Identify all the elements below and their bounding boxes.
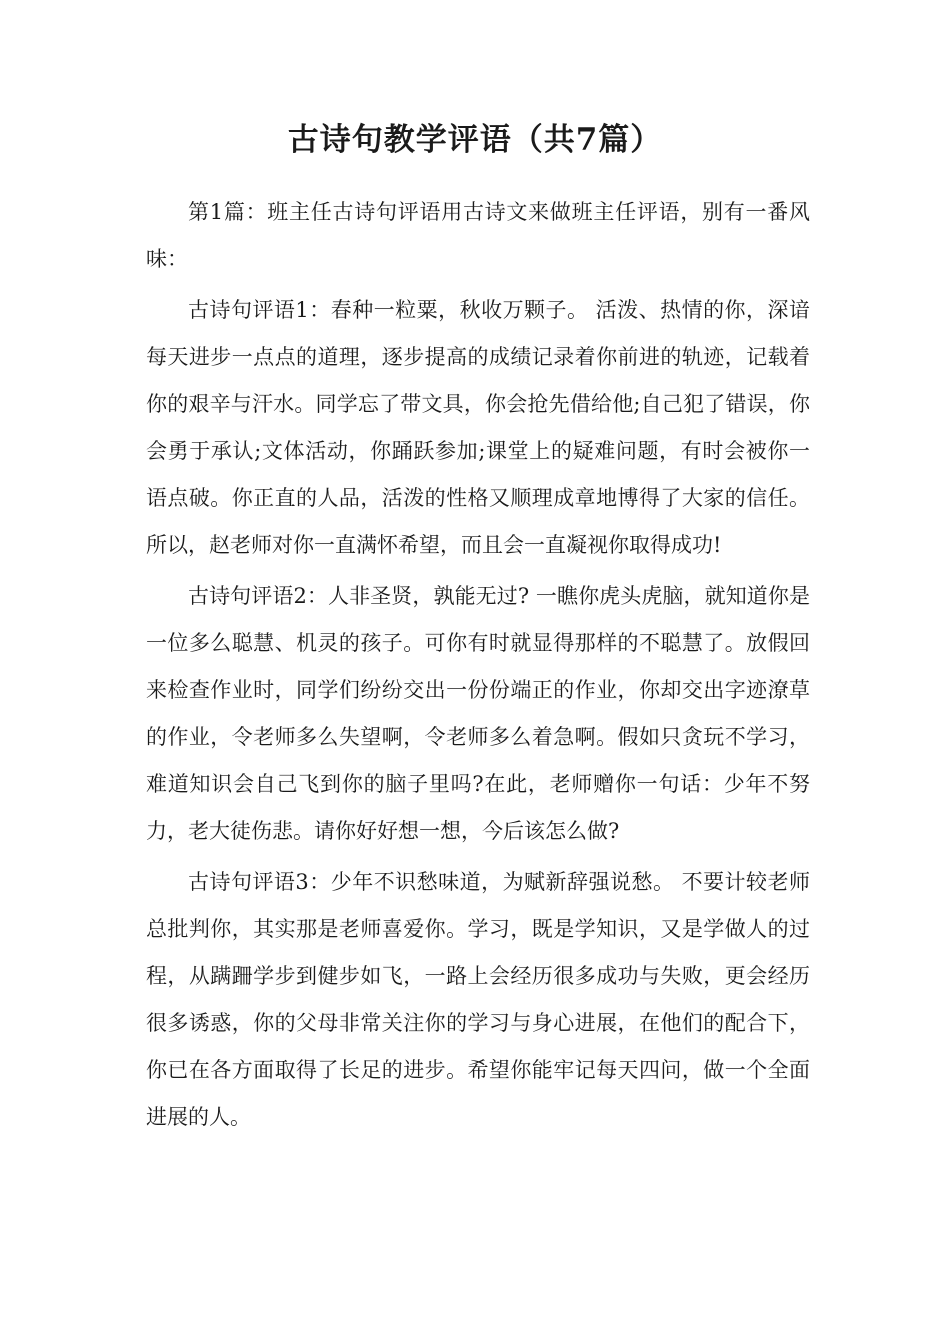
paragraph-comment-1: 古诗句评语1：春种一粒粟，秋收万颗子。 活泼、热情的你，深谙每天进步一点点的道理，逐步提高的成绩记录着你前进的轨迹，记载着你的艰辛与汗水。同学忘了带文具，你会抢先借给他;自己犯了错误，你会勇于承认;文体活动，你踊跃参加;课堂上的疑难问题，有时会被你一语点破。你正直的人品，活泼的性格又顺理成章地博得了大家的信任。所以，赵老师对你一直满怀希望，而且会一直凝视你取得成功! xyxy=(146,298,810,557)
paragraph-comment-2: 古诗句评语2：人非圣贤，孰能无过? 一瞧你虎头虎脑，就知道你是一位多么聪慧、机灵的孩子。可你有时就显得那样的不聪慧了。放假回来检查作业时，同学们纷纷交出一份份端正的作业，你却交出字迹潦草的作业，令老师多么失望啊，令老师多么着急啊。假如只贪玩不学习，难道知识会自己飞到你的脑子里吗?在此，老师赠你一句话：少年不努力，老大徒伤悲。请你好好想一想，今后该怎么做? xyxy=(146,584,810,843)
paragraph-comment-3: 古诗句评语3：少年不识愁味道，为赋新辞强说愁。 不要计较老师总批判你，其实那是老师喜爱你。学习，既是学知识，又是学做人的过程，从蹒跚学步到健步如飞，一路上会经历很多成功与失败，更会经历很多诱惑，你的父母非常关注你的学习与身心进展，在他们的配合下，你已在各方面取得了长足的进步。希望你能牢记每天四问，做一个全面进展的人。 xyxy=(146,870,810,1129)
paragraph-intro: 第1篇：班主任古诗句评语用古诗文来做班主任评语，别有一番风味： xyxy=(146,200,810,271)
document-title: 古诗句教学评语（共7篇） xyxy=(287,122,663,158)
document-body xyxy=(146,189,810,1145)
